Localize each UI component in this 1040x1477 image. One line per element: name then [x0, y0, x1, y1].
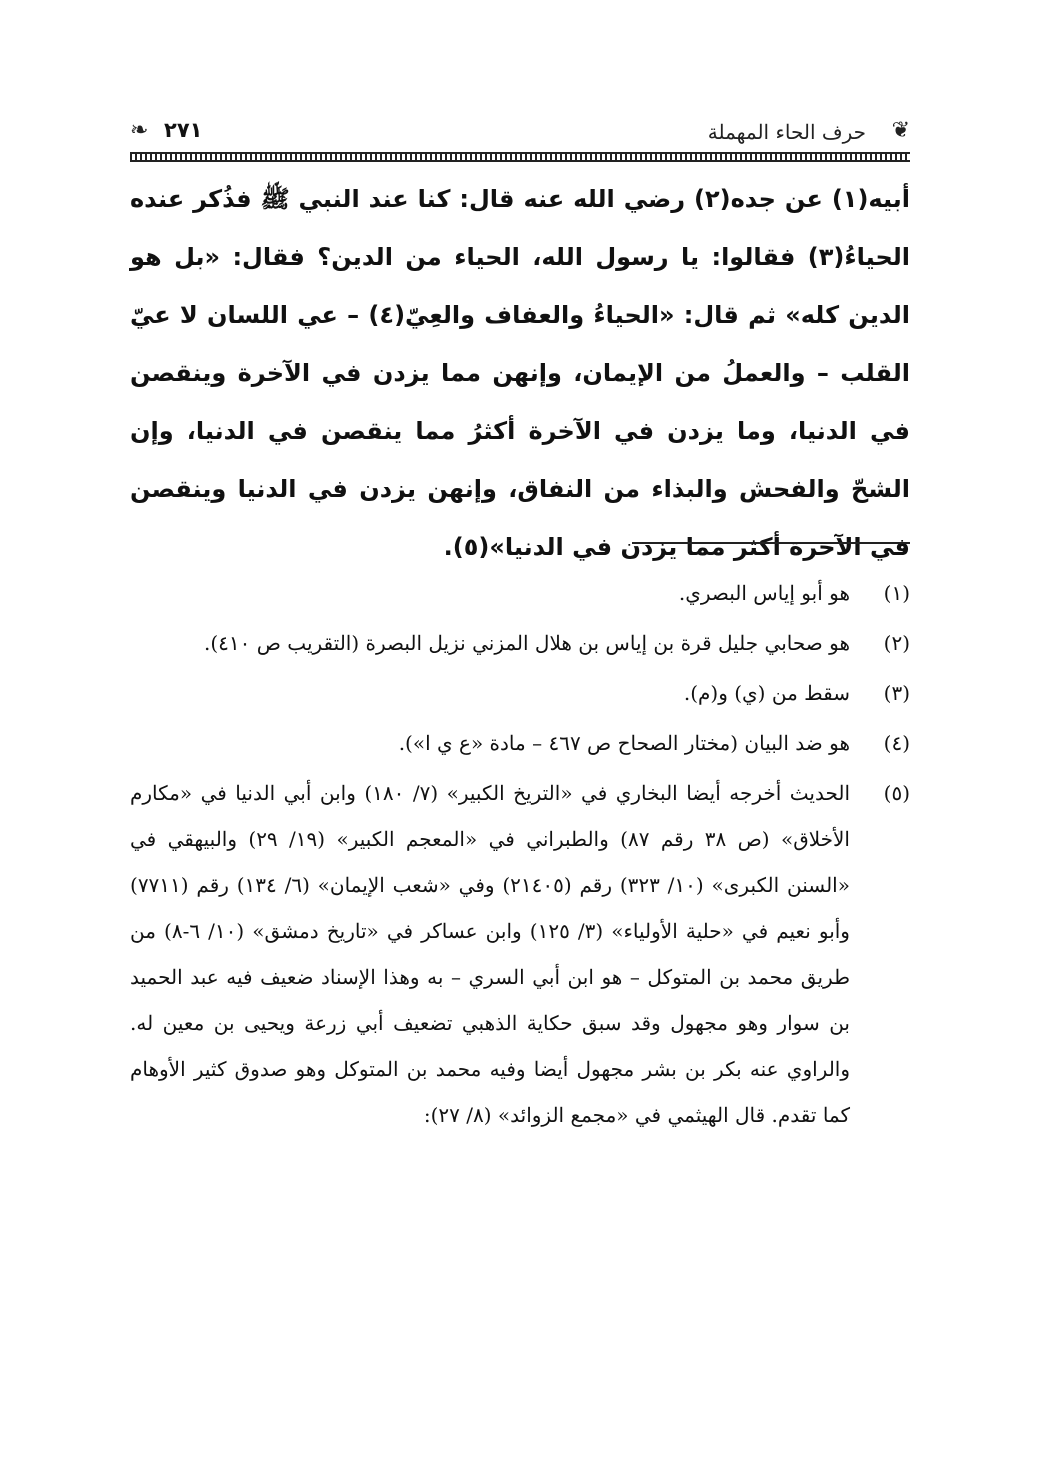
- page-header: [130, 118, 910, 158]
- footnote-text: هو أبو إياس البصري.: [678, 581, 850, 605]
- footnote-4: [130, 720, 910, 766]
- main-paragraph: أبيه(١) عن جده(٢) رضي الله عنه قال: كنا عند النبي ﷺ فذُكر عنده الحياءُ(٣) فقالوا: يا رسول الله، الحياء من الدين؟ فقال: «بل هو الدين كله» ثم قال: «الحياءُ والعفاف والعِيّ(٤) – عي اللسان لا عيّ القلب – والعملُ من الإيمان، وإنهن مما يزدن في الآخرة وينقصن في الدنيا، وما يزدن في الآخرة أكثرُ مما ينقصن في الدنيا، وإن الشحّ والفحش والبذاء من النفاق، وإنهن يزدن في الدنيا وينقصن في الآخرة أكثر مما يزدن في الدنيا»(٥).: [130, 185, 911, 561]
- footnote-2: [130, 620, 910, 666]
- header-ornament-right-icon: ❦: [891, 118, 910, 143]
- footnote-text: سقط من (ي) و(م).: [683, 681, 850, 705]
- footnote-text: هو ضد البيان (مختار الصحاح ص ٤٦٧ – مادة «ع ي ا»).: [398, 731, 850, 755]
- footnote-1: [130, 570, 910, 616]
- header-ornament-left-icon: ❧: [130, 118, 149, 143]
- main-text-block: [130, 170, 910, 576]
- footnotes: [130, 570, 910, 1142]
- footnote-number: (٢): [883, 631, 910, 655]
- footnote-text: الحديث أخرجه أيضا البخاري في «التريخ الكبير» (٧/ ١٨٠) وابن أبي الدنيا في «مكارم الأخلاق» (ص ٣٨ رقم ٨٧) والطبراني في «المعجم الكبير» (١٩/ ٢٩) والبيهقي في «السنن الكبرى» (١٠/ ٣٢٣) رقم (٢١٤٠٥) وفي «شعب الإيمان» (٦/ ١٣٤) رقم (٧٧١١) وأبو نعيم في «حلية الأولياء» (٣/ ١٢٥) وابن عساكر في «تاريخ دمشق» (١٠/ ٦-٨) من طريق محمد بن المتوكل – هو ابن أبي السري – به وهذا الإسناد ضعيف فيه عبد الحميد بن سوار وهو مجهول وقد سبق حكاية الذهبي تضعيف أبي زرعة ويحيى بن معين له. والراوي عنه بكر بن بشر مجهول أيضا وفيه محمد بن المتوكل وهو صدوق كثير الأوهام كما تقدم. قال الهيثمي في «مجمع الزوائد» (٨/ ٢٧):: [130, 781, 851, 1127]
- footnote-separator: [632, 542, 910, 544]
- page-number: ٢٧١: [164, 118, 203, 142]
- footnote-number: (١): [883, 581, 910, 605]
- footnote-3: [130, 670, 910, 716]
- footnote-5: [130, 770, 910, 1138]
- footnote-text: هو صحابي جليل قرة بن إياس بن هلال المزني نزيل البصرة (التقريب ص ٤١٠).: [204, 631, 850, 655]
- footnote-number: (٤): [883, 731, 910, 755]
- running-title: حرف الحاء المهملة: [707, 120, 866, 144]
- footnote-number: (٣): [883, 681, 910, 705]
- footnote-number: (٥): [883, 781, 910, 805]
- header-rule: [130, 152, 910, 162]
